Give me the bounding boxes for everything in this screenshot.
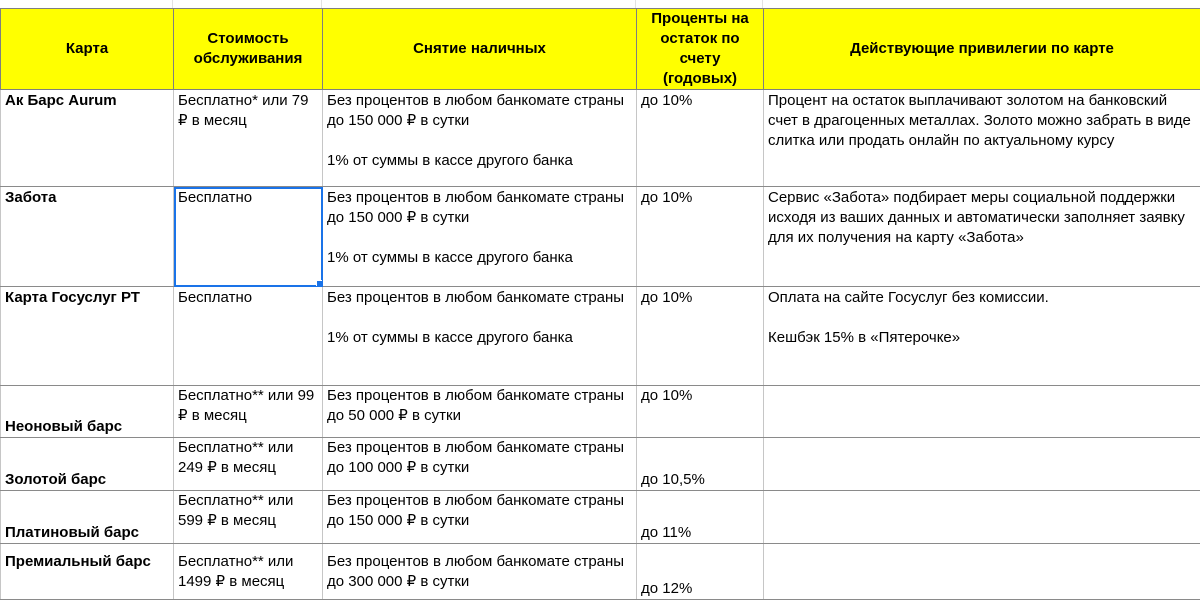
card-name-cell[interactable]: Забота — [1, 187, 174, 287]
grid-line — [635, 0, 636, 8]
cash-cell[interactable] — [323, 90, 637, 187]
header-card[interactable]: Карта — [1, 9, 174, 90]
table-row — [1, 491, 1200, 544]
header-cost[interactable]: Стоимость обслуживания — [174, 9, 323, 90]
cash-cell[interactable] — [323, 187, 637, 287]
table-row — [1, 90, 1200, 187]
cash-cell[interactable]: Без процентов в любом банкомате страны до 150 000 ₽ в сутки — [323, 491, 637, 544]
card-comparison-table — [0, 8, 1200, 600]
cash-text: Без процентов в любом банкомате страны — [327, 289, 624, 306]
interest-cell[interactable]: до 10% — [637, 90, 764, 187]
grid-line — [762, 0, 763, 8]
header-cash-withdrawal[interactable]: Снятие наличных — [323, 9, 637, 90]
privileges-cell[interactable] — [764, 386, 1200, 438]
table-row — [1, 544, 1200, 600]
cash-cell[interactable]: Без процентов в любом банкомате страны до 300 000 ₽ в сутки — [323, 544, 637, 600]
header-interest[interactable]: Проценты на остаток по счету (годовых) — [637, 9, 764, 90]
privileges-cell[interactable] — [764, 438, 1200, 491]
card-name-cell[interactable]: Ак Барс Aurum — [1, 90, 174, 187]
card-name-cell[interactable]: Платиновый барс — [1, 491, 174, 544]
cost-cell[interactable]: Бесплатно* или 79 ₽ в месяц — [174, 90, 323, 187]
privileges-cell[interactable] — [764, 491, 1200, 544]
cash-text: Без процентов в любом банкомате страны до 150 000 ₽ в сутки — [327, 189, 624, 226]
interest-cell[interactable]: до 10% — [637, 386, 764, 438]
card-name-cell[interactable]: Карта Госуслуг РТ — [1, 287, 174, 386]
privileges-text: Кешбэк 15% в «Пятерочке» — [768, 329, 960, 346]
privileges-text: Оплата на сайте Госуслуг без комиссии. — [768, 289, 1049, 306]
card-name-cell[interactable]: Золотой барс — [1, 438, 174, 491]
cash-text: Без процентов в любом банкомате страны до 150 000 ₽ в сутки — [327, 92, 624, 129]
cash-cell[interactable] — [323, 287, 637, 386]
table-row — [1, 438, 1200, 491]
interest-cell[interactable]: до 10% — [637, 187, 764, 287]
header-row — [1, 9, 1200, 90]
privileges-cell[interactable] — [764, 287, 1200, 386]
cost-cell[interactable]: Бесплатно** или 1499 ₽ в месяц — [174, 544, 323, 600]
interest-cell[interactable]: до 11% — [637, 491, 764, 544]
cash-text: 1% от суммы в кассе другого банка — [327, 249, 573, 266]
grid-line — [321, 0, 322, 8]
privileges-cell[interactable] — [764, 544, 1200, 600]
cash-cell[interactable]: Без процентов в любом банкомате страны до 100 000 ₽ в сутки — [323, 438, 637, 491]
card-name-cell[interactable]: Неоновый барс — [1, 386, 174, 438]
interest-cell[interactable]: до 12% — [637, 544, 764, 600]
table-row — [1, 386, 1200, 438]
cost-cell[interactable]: Бесплатно — [174, 287, 323, 386]
interest-cell[interactable]: до 10,5% — [637, 438, 764, 491]
grid-line — [172, 0, 173, 8]
table-row — [1, 187, 1200, 287]
interest-cell[interactable]: до 10% — [637, 287, 764, 386]
cost-cell[interactable]: Бесплатно** или 249 ₽ в месяц — [174, 438, 323, 491]
privileges-cell[interactable]: Сервис «Забота» подбирает меры социальной поддержки исходя из ваших данных и автоматически заполняет заявку для их получения на карту «Забота» — [764, 187, 1200, 287]
cash-text: 1% от суммы в кассе другого банка — [327, 329, 573, 346]
table-row — [1, 287, 1200, 386]
cost-text: Бесплатно — [178, 189, 252, 206]
cash-cell[interactable]: Без процентов в любом банкомате страны до 50 000 ₽ в сутки — [323, 386, 637, 438]
privileges-cell[interactable]: Процент на остаток выплачивают золотом на банковский счет в драгоценных металлах. Золото можно забрать в виде слитка или продать онлайн по актуальному курсу — [764, 90, 1200, 187]
cost-cell[interactable]: Бесплатно** или 599 ₽ в месяц — [174, 491, 323, 544]
header-privileges[interactable]: Действующие привилегии по карте — [764, 9, 1200, 90]
cash-text: 1% от суммы в кассе другого банка — [327, 152, 573, 169]
fill-handle[interactable] — [316, 280, 323, 287]
card-name-cell[interactable]: Премиальный барс — [1, 544, 174, 600]
cost-cell-selected[interactable] — [174, 187, 323, 287]
cost-cell[interactable]: Бесплатно** или 99 ₽ в месяц — [174, 386, 323, 438]
